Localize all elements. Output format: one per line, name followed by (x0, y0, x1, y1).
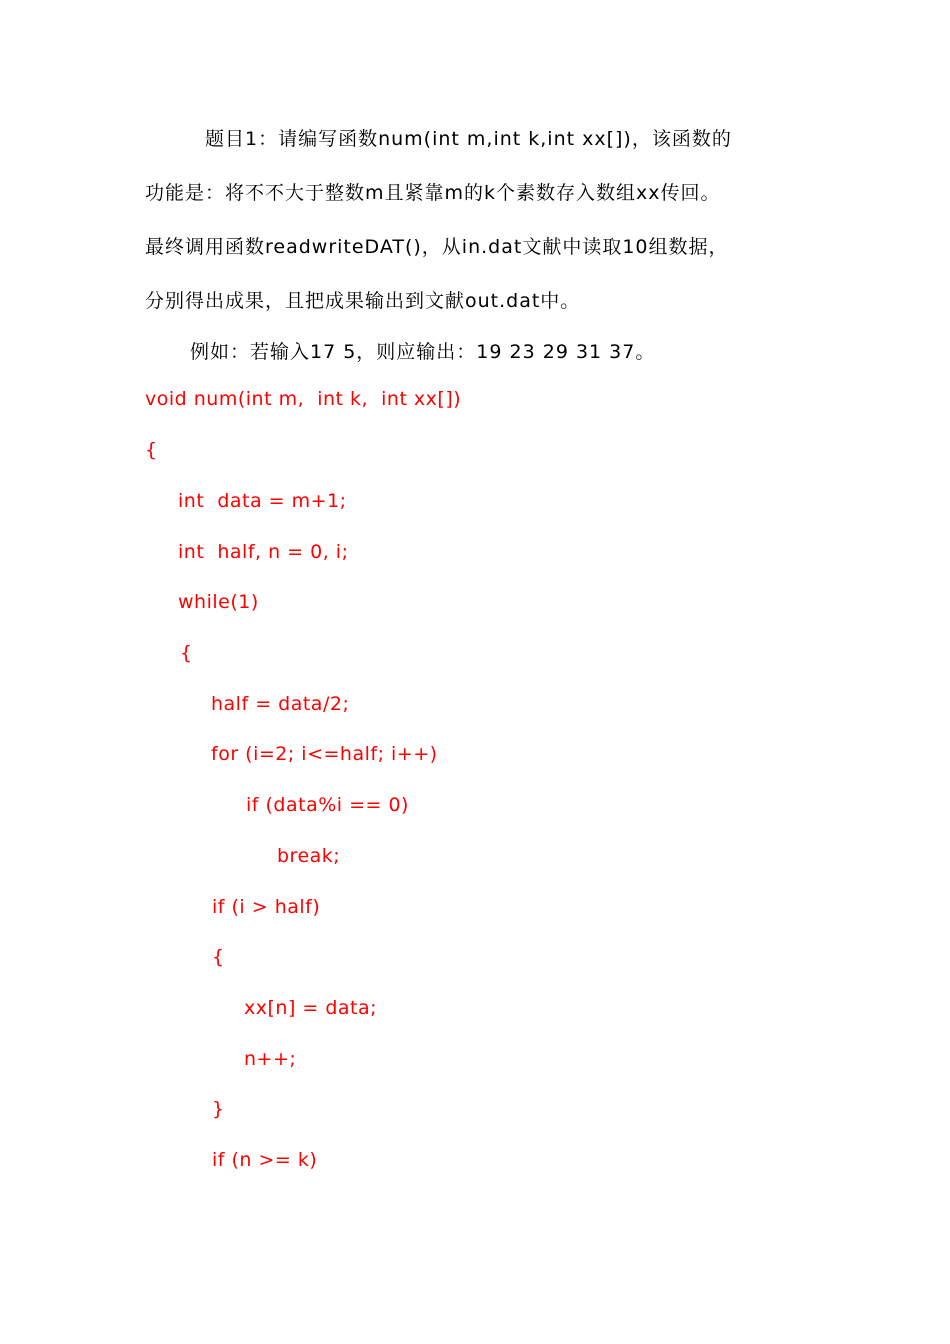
code-line-11: if (i > half) (212, 896, 321, 918)
code-line-10: break; (277, 845, 341, 867)
code-line-3: int data = m+1; (178, 490, 347, 512)
code-line-4: int half, n = 0, i; (178, 541, 349, 563)
code-line-14: n++; (244, 1048, 297, 1070)
code-line-15: } (212, 1098, 225, 1120)
code-line-2: { (145, 439, 158, 461)
example-line: 例如：若输入17 5，则应输出：19 23 29 31 37。 (190, 341, 656, 363)
problem-line-2: 功能是：将不不大于整数m且紧靠m的k个素数存入数组xx传回。 (145, 182, 721, 204)
problem-line-3: 最终调用函数readwriteDAT()，从in.dat文献中读取10组数据， (145, 236, 729, 258)
problem-line-4: 分别得出成果，且把成果输出到文献out.dat中。 (145, 290, 581, 312)
code-line-7: half = data/2; (211, 693, 350, 715)
code-line-5: while(1) (178, 591, 259, 613)
problem-line-1: 题目1：请编写函数num(int m,int k,int xx[])，该函数的 (205, 128, 732, 150)
code-line-13: xx[n] = data; (244, 997, 378, 1019)
code-line-1: void num(int m, int k, int xx[]) (145, 388, 462, 410)
code-line-8: for (i=2; i<=half; i++) (211, 743, 438, 765)
code-line-16: if (n >= k) (212, 1149, 318, 1171)
code-line-9: if (data%i == 0) (246, 794, 409, 816)
code-line-12: { (212, 946, 225, 968)
code-line-6: { (180, 642, 193, 664)
